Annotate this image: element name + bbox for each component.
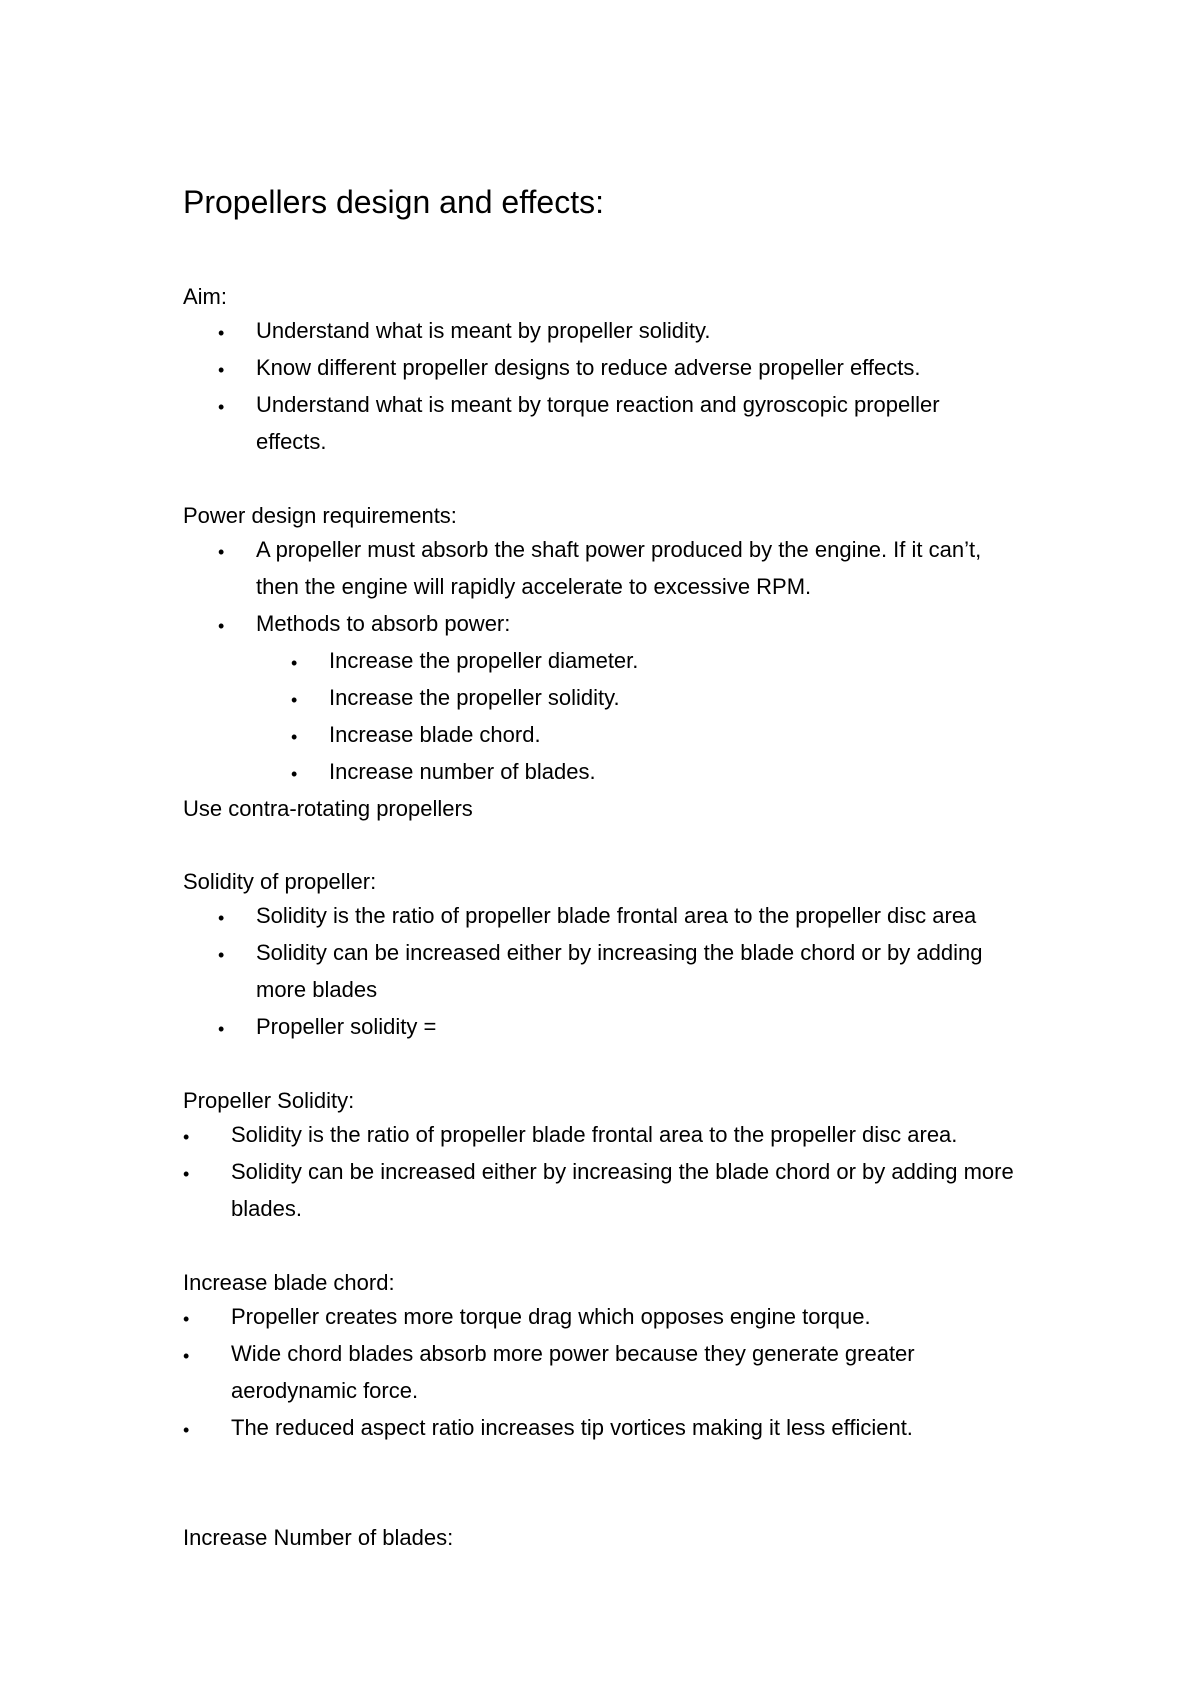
bullet-icon: • — [183, 1346, 190, 1366]
bullet-icon: • — [183, 1127, 190, 1147]
power-sub-item-1: Increase the propeller diameter. — [329, 648, 639, 673]
power-item-1-continued: then the engine will rapidly accelerate to excessive RPM. — [256, 574, 812, 599]
bullet-icon: • — [183, 1420, 190, 1440]
solidity-item-2-continued: more blades — [256, 977, 378, 1002]
blade-chord-heading: Increase blade chord: — [183, 1270, 395, 1295]
bullet-icon: • — [218, 616, 225, 636]
aim-item-3: Understand what is meant by torque reaction and gyroscopic propeller — [256, 392, 940, 417]
power-sub-item-4: Increase number of blades. — [329, 759, 596, 784]
aim-item-2: Know different propeller designs to reduce adverse propeller effects. — [256, 355, 921, 380]
blade-chord-item-2: Wide chord blades absorb more power because they generate greater — [231, 1341, 915, 1366]
power-heading: Power design requirements: — [183, 503, 457, 528]
bullet-icon: • — [183, 1164, 190, 1184]
bullet-icon: • — [218, 1019, 225, 1039]
solidity-heading: Solidity of propeller: — [183, 869, 377, 894]
power-note: Use contra-rotating propellers — [183, 796, 473, 821]
blade-chord-item-1: Propeller creates more torque drag which opposes engine torque. — [231, 1304, 871, 1329]
bullet-icon: • — [218, 397, 225, 417]
bullet-icon: • — [291, 764, 298, 784]
bullet-icon: • — [218, 360, 225, 380]
power-item-1: A propeller must absorb the shaft power produced by the engine. If it can’t, — [256, 537, 982, 562]
power-sub-item-2: Increase the propeller solidity. — [329, 685, 620, 710]
aim-item-1: Understand what is meant by propeller solidity. — [256, 318, 711, 343]
solidity-item-1: Solidity is the ratio of propeller blade frontal area to the propeller disc area — [256, 903, 977, 928]
solidity-item-2: Solidity can be increased either by increasing the blade chord or by adding — [256, 940, 983, 965]
aim-heading: Aim: — [183, 284, 227, 309]
bullet-icon: • — [183, 1309, 190, 1329]
solidity-item-3: Propeller solidity = — [256, 1014, 437, 1039]
propeller-solidity-item-1: Solidity is the ratio of propeller blade frontal area to the propeller disc area. — [231, 1122, 958, 1147]
bullet-icon: • — [218, 323, 225, 343]
propeller-solidity-heading: Propeller Solidity: — [183, 1088, 355, 1113]
bullet-icon: • — [218, 945, 225, 965]
bullet-icon: • — [291, 690, 298, 710]
propeller-solidity-item-2: Solidity can be increased either by increasing the blade chord or by adding more — [231, 1159, 1014, 1184]
aim-item-3-continued: effects. — [256, 429, 327, 454]
bullet-icon: • — [291, 653, 298, 673]
propeller-solidity-item-2-continued: blades. — [231, 1196, 302, 1221]
blade-chord-item-2-continued: aerodynamic force. — [231, 1378, 419, 1403]
blade-chord-item-3: The reduced aspect ratio increases tip vortices making it less efficient. — [231, 1415, 913, 1440]
power-sub-item-3: Increase blade chord. — [329, 722, 541, 747]
bullet-icon: • — [218, 908, 225, 928]
bullet-icon: • — [218, 542, 225, 562]
power-item-2: Methods to absorb power: — [256, 611, 511, 636]
page-title: Propellers design and effects: — [183, 184, 604, 220]
bullet-icon: • — [291, 727, 298, 747]
num-blades-heading: Increase Number of blades: — [183, 1525, 454, 1550]
